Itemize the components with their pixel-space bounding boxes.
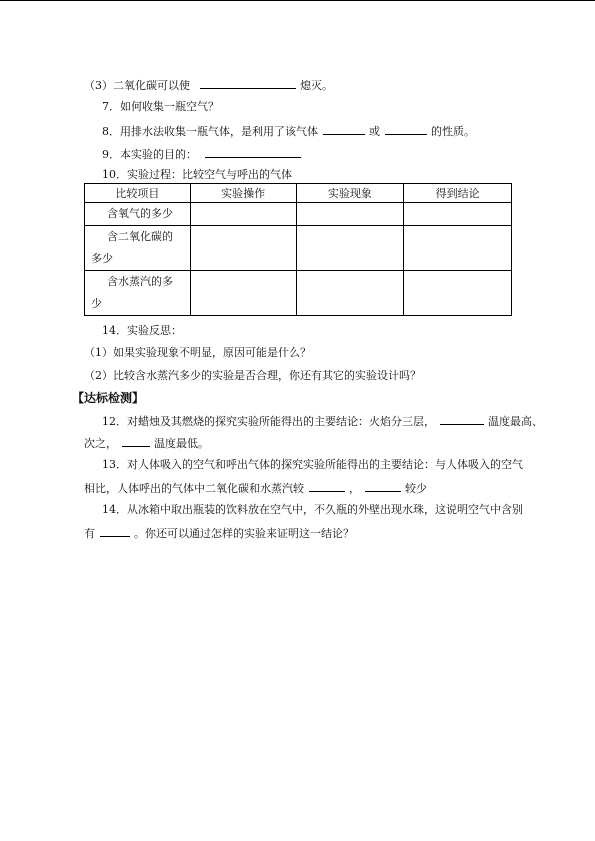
check-12-text-2: 温度最高、: [488, 415, 543, 428]
check-14-blank[interactable]: [100, 525, 130, 537]
question-7: 7．如何收集一瓶空气？: [102, 100, 219, 113]
table-row: [85, 203, 512, 226]
table-row: [85, 226, 512, 271]
check-12-text: 12．对蜡烛及其燃烧的探究实验所能得出的主要结论：火焰分三层，: [102, 415, 435, 428]
table-cell-operation[interactable]: [190, 203, 296, 226]
question-14-sub-2: （2）比较含水蒸汽多少的实验是否合理，你还有其它的实验设计吗？: [84, 369, 421, 382]
question-8-or: 或: [369, 125, 380, 138]
table-cell-phenomenon[interactable]: [296, 203, 404, 226]
row-1-item-text: 含氧气的多少: [107, 207, 173, 220]
question-3-line: [84, 77, 333, 93]
question-8-text: 8．用排水法收集一瓶气体，是利用了该气体: [102, 125, 318, 138]
row-2-item-text-b: 多少: [91, 252, 113, 265]
question-9-line: [102, 146, 302, 162]
row-2-item-text-a: 含二氧化碳的: [107, 230, 173, 243]
table-header-operation: 实验操作: [190, 184, 296, 203]
check-12-blank-1[interactable]: [440, 413, 484, 425]
question-3-blank[interactable]: [200, 77, 296, 89]
check-13-blank-2[interactable]: [365, 480, 401, 492]
check-13-text: 相比，人体呼出的气体中二氧化碳和水蒸汽较: [84, 482, 304, 495]
question-10: 10．实验过程：比较空气与呼出的气体: [102, 168, 292, 181]
table-header-item: 比较项目: [85, 184, 191, 203]
table-cell-conclusion[interactable]: [404, 271, 512, 316]
table-cell-item: [85, 203, 191, 226]
check-12-line-2: [84, 435, 209, 451]
table-cell-item: [85, 226, 191, 271]
table-cell-item: [85, 271, 191, 316]
table-cell-operation[interactable]: [190, 226, 296, 271]
check-14-suffix: 。你还可以通过怎样的实验来证明这一结论？: [134, 527, 354, 540]
question-3-text: （3）二氧化碳可以使: [84, 79, 190, 92]
table-header-row: [85, 184, 512, 203]
table-header-conclusion: 得到结论: [404, 184, 512, 203]
check-13-blank-1[interactable]: [309, 480, 345, 492]
question-8-blank-1[interactable]: [323, 123, 365, 135]
question-14-title: 14．实验反思：: [102, 324, 182, 337]
experiment-table: [84, 183, 512, 316]
check-14-line-2: [84, 525, 354, 541]
row-3-item-text-a: 含水蒸汽的多: [107, 275, 173, 288]
table-cell-conclusion[interactable]: [404, 203, 512, 226]
section-heading: 【达标检测】: [72, 391, 145, 405]
question-8-suffix: 的性质。: [431, 125, 475, 138]
check-13-line-1: 13．对人体吸入的空气和呼出气体的探究实验所能得出的主要结论：与人体吸入的空气: [102, 458, 523, 471]
question-8-line: [102, 123, 475, 139]
question-9-blank[interactable]: [205, 146, 301, 158]
question-9-text: 9．本实验的目的：: [102, 148, 197, 161]
question-3-suffix: 熄灭。: [300, 79, 333, 92]
question-8-blank-2[interactable]: [385, 123, 427, 135]
table-cell-phenomenon[interactable]: [296, 271, 404, 316]
table-cell-operation[interactable]: [190, 271, 296, 316]
check-12-text-4: 温度最低。: [154, 437, 209, 450]
check-14-line-1: 14．从冰箱中取出瓶装的饮料放在空气中，不久瓶的外壁出现水珠，这说明空气中含别: [102, 503, 523, 516]
page-top-rule: [0, 0, 595, 1]
table-cell-conclusion[interactable]: [404, 226, 512, 271]
table-row: [85, 271, 512, 316]
check-13-line-2: [84, 480, 427, 496]
check-13-suffix: 较少: [405, 482, 427, 495]
row-3-item-text-b: 少: [91, 297, 102, 310]
question-14-sub-1: （1）如果实验现象不明显，原因可能是什么？: [84, 346, 311, 359]
table-header-phenomenon: 实验现象: [296, 184, 404, 203]
check-12-line-1: [102, 413, 543, 429]
check-12-blank-2[interactable]: [122, 435, 150, 447]
check-14-text: 有: [84, 527, 95, 540]
check-12-text-3: 次之，: [84, 437, 117, 450]
check-13-comma: ，: [349, 482, 360, 495]
table-cell-phenomenon[interactable]: [296, 226, 404, 271]
